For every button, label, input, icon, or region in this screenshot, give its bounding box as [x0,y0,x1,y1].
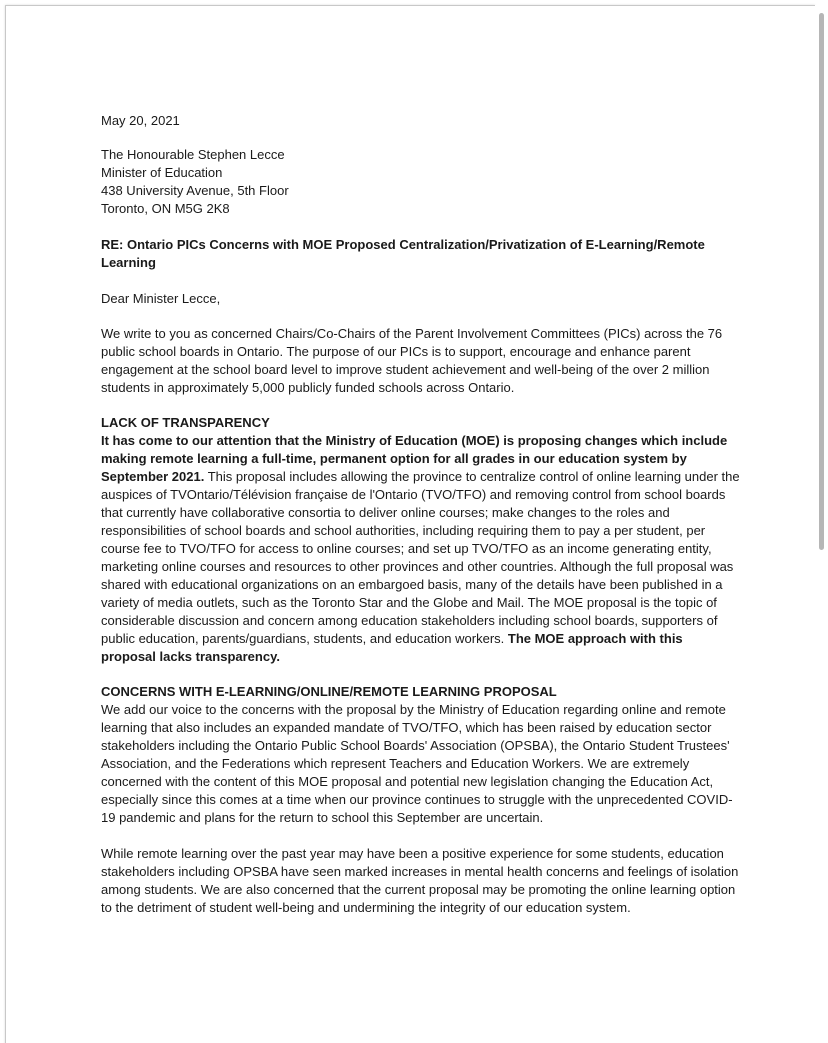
transparency-bold-lead: It has come to our attention that the Ministry of Education (MOE) is proposing changes which include making remote learning a full-time, permanent option for all grades in our education system by September 2021. [101,433,728,484]
subject-line: RE: Ontario PICs Concerns with MOE Proposed Centralization/Privatization of E-Learning/Remote Learning [101,237,705,270]
letter-date: May 20, 2021 [101,113,180,128]
recipient-name: The Honourable Stephen Lecce [101,147,285,162]
salutation: Dear Minister Lecce, [101,291,221,306]
recipient-city: Toronto, ON M5G 2K8 [101,201,230,216]
transparency-body: This proposal includes allowing the province to centralize control of online learning under the auspices of TVOntario/Télévision française de l'Ontario (TVO/TFO) and removing control from school boards that currently have collaborative consortia to deliver online courses; make changes to the roles and responsibilities of school boards and school authorities, including requiring them to pay a per student, per course fee to TVO/TFO for access to online courses; and set up TVO/TFO as an income generating entity, marketing online courses and resources to other provinces and other countries. Although the full proposal was shared with educational organizations on an embargoed basis, many of the details have been published in a variety of media outlets, such as the Toronto Star and the Globe and Mail. The MOE proposal is the topic of considerable discussion and concern among education stakeholders including school boards, supporters of public education, parents/guardians, students, and education workers. [101,469,740,646]
transparency-section [101,414,741,666]
recipient-address [101,146,741,218]
concerns-body: We add our voice to the concerns with the proposal by the Ministry of Education regarding online and remote learning that also includes an expanded mandate of TVO/TFO, which has been raised by education sector stakeholders including the Ontario Public School Boards' Association (OPSBA), the Ontario Student Trustees' Association, and the Federations which represent Teachers and Education Workers. We are extremely concerned with the content of this MOE proposal and potential new legislation changing the Education Act, especially since this comes at a time when our province continues to struggle with the unprecedented COVID-19 pandemic and plans for the return to school this September are uncertain. [101,702,733,825]
transparency-heading: LACK OF TRANSPARENCY [101,415,270,430]
letter-content [101,102,741,917]
concerns-paragraph-2: While remote learning over the past year may have been a positive experience for some students, education stakeholders including OPSBA have seen marked increases in mental health concerns and feelings of isolation among students. We are also concerned that the current proposal may be promoting the online learning option to the detriment of student well-being and undermining the integrity of our education system. [101,846,739,915]
letter-page [5,5,815,1043]
intro-paragraph: We write to you as concerned Chairs/Co-Chairs of the Parent Involvement Committees (PICs) across the 76 public school boards in Ontario. The purpose of our PICs is to support, encourage and enhance parent engagement at the school board level to improve student achievement and well-being of the over 2 million students in approximately 5,000 publicly funded schools across Ontario. [101,326,723,395]
concerns-section [101,683,741,827]
transparency-bold-tail: The MOE approach with this proposal lacks transparency. [101,631,683,664]
concerns-heading: CONCERNS WITH E-LEARNING/ONLINE/REMOTE LEARNING PROPOSAL [101,684,557,699]
recipient-street: 438 University Avenue, 5th Floor [101,183,289,198]
vertical-scrollbar[interactable] [815,5,828,1043]
recipient-title: Minister of Education [101,165,223,180]
scrollbar-thumb[interactable] [819,13,824,550]
